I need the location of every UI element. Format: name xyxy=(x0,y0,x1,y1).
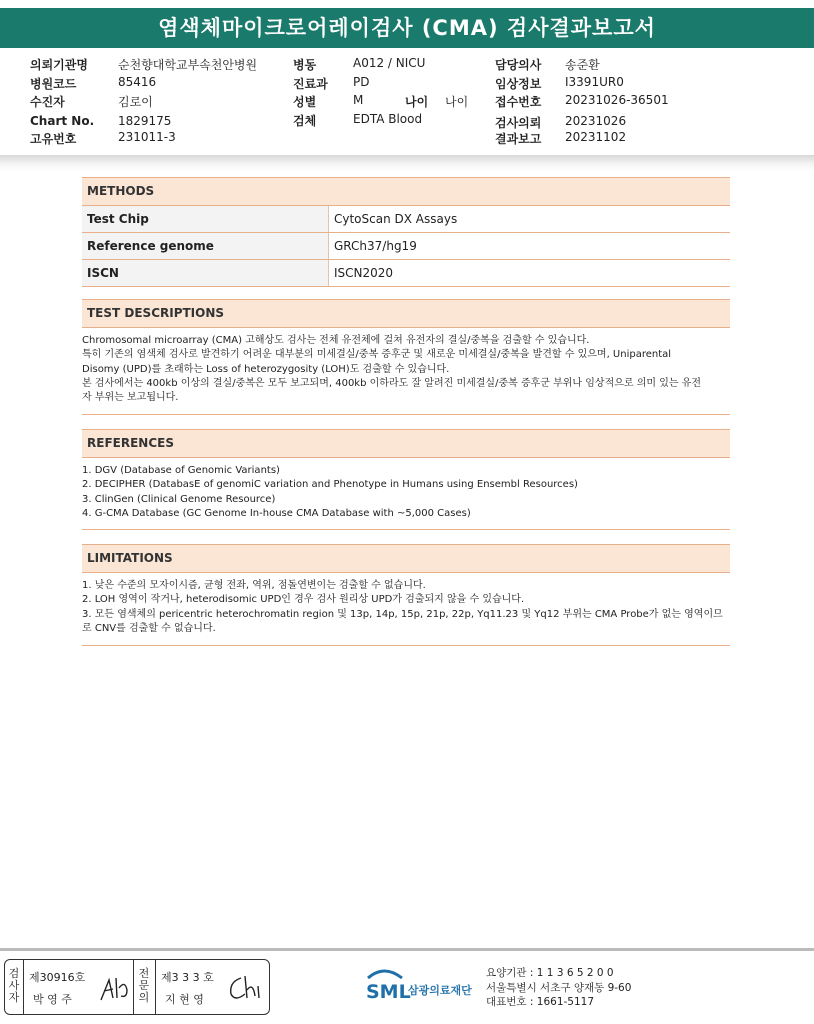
list-item: 2. LOH 영역이 작거나, heterodisomic UPD인 경우 검사 원리상 UPD가 검출되지 않을 수 있습니다. xyxy=(82,594,525,606)
divider xyxy=(155,960,156,1014)
specialist-number: 제3 3 3 호 xyxy=(161,971,214,984)
info-value: 231011-3 xyxy=(118,130,176,144)
table-value: ISCN2020 xyxy=(329,260,731,287)
info-label: 병동 xyxy=(293,58,317,72)
examiner-name: 박 영 주 xyxy=(33,993,72,1006)
methods-section xyxy=(82,177,730,287)
list-item: 3. ClinGen (Clinical Genome Resource) xyxy=(82,493,276,505)
limitations-section xyxy=(82,544,730,646)
table-row xyxy=(82,233,730,260)
info-label: 임상정보 xyxy=(495,76,542,91)
signature-box xyxy=(4,959,270,1015)
info-value: 20231026-36501 xyxy=(565,93,669,107)
info-label: 진료과 xyxy=(293,76,328,91)
examiner-label xyxy=(6,968,22,1004)
contact-line: 대표번호 : 1661-5117 xyxy=(486,996,595,1008)
text-line: 특히 기존의 염색체 검사로 발견하기 어려운 대부분의 미세결실/중복 증후군 및 새로운 미세결실/중복을 발견할 수 있으며, Uniparental xyxy=(82,349,672,361)
table-key: Test Chip xyxy=(82,206,329,233)
descriptions-body xyxy=(82,328,730,415)
examiner-signature xyxy=(97,974,131,1004)
list-item: 로 CNV를 검출할 수 없습니다. xyxy=(82,622,216,634)
table-row xyxy=(82,260,730,287)
specialist-signature xyxy=(225,972,265,1004)
specialist-label xyxy=(136,968,152,1004)
table-value: GRCh37/hg19 xyxy=(329,233,731,260)
contact-line: 서울특별시 서초구 양재동 9-60 xyxy=(486,981,632,994)
info-label: 검사의뢰 xyxy=(495,115,542,130)
list-item: 2. DECIPHER (DatabasE of genomiC variation and Phenotype in Humans using Ensembl Resources) xyxy=(82,479,578,491)
references-section xyxy=(82,429,730,530)
info-value: 20231026 xyxy=(565,113,627,128)
info-value: 순천향대학교부속천안병원 xyxy=(118,58,258,72)
info-label: Chart No. xyxy=(30,113,95,128)
info-label: 접수번호 xyxy=(495,95,542,109)
text-line: 자 부위는 보고됩니다. xyxy=(82,392,179,404)
table-key: ISCN xyxy=(82,260,329,287)
info-value: EDTA Blood xyxy=(353,111,423,126)
descriptions-section xyxy=(82,299,730,415)
contact-line: 요양기관 : 1 1 3 6 5 2 0 0 xyxy=(486,967,614,979)
specialist-name: 지 현 영 xyxy=(165,993,204,1006)
list-item: 1. DGV (Database of Genomic Variants) xyxy=(82,465,280,476)
info-value: PD xyxy=(353,74,370,89)
table-value: CytoScan DX Assays xyxy=(329,206,731,233)
specialist-label-text: 전문의 xyxy=(138,967,150,1004)
info-label: 성별 xyxy=(293,95,317,109)
limitations-heading: LIMITATIONS xyxy=(82,544,730,573)
table-row xyxy=(82,206,730,233)
references-list xyxy=(82,458,730,530)
info-label: 검체 xyxy=(293,113,317,128)
text-line: 본 검사에서는 400kb 이상의 결실/중복은 모두 보고되며, 400kb 이하라도 잘 알려진 미세결실/중복 증후군 부위나 임상적으로 의미 있는 유전 xyxy=(82,377,702,389)
info-value: M xyxy=(353,93,364,107)
info-value: 1829175 xyxy=(118,113,172,128)
info-label: 담당의사 xyxy=(495,58,542,72)
contact-info xyxy=(486,966,631,1010)
divider xyxy=(133,960,134,1014)
info-value: A012 / NICU xyxy=(353,56,426,70)
table-key: Reference genome xyxy=(82,233,329,260)
examiner-label-text: 검사자 xyxy=(8,967,20,1004)
methods-heading: METHODS xyxy=(82,177,730,206)
methods-table xyxy=(82,206,730,287)
org-name: 삼광의료재단 xyxy=(408,984,472,997)
age-label: 나이 xyxy=(405,95,429,109)
header-divider xyxy=(0,155,814,171)
info-value: 20231102 xyxy=(565,130,627,144)
sml-logo xyxy=(364,966,482,1010)
text-line: Disomy (UPD)를 초래하는 Loss of heterozygosity (LOH)도 검출할 수 있습니다. xyxy=(82,363,450,375)
info-value: 85416 xyxy=(118,74,157,89)
logo-text: SML xyxy=(366,981,411,1003)
descriptions-heading: TEST DESCRIPTIONS xyxy=(82,299,730,328)
info-value: 송준환 xyxy=(565,58,600,72)
info-label: 결과보고 xyxy=(495,132,542,146)
info-label: 병원코드 xyxy=(30,76,77,91)
list-item: 1. 낮은 수준의 모자이시즘, 균형 전좌, 역위, 점돌연변이는 검출할 수 없습니다. xyxy=(82,580,426,591)
divider xyxy=(23,960,24,1014)
report-title: 염색체마이크로어레이검사 (CMA) 검사결과보고서 xyxy=(0,8,814,48)
text-line: Chromosomal microarray (CMA) 고해상도 검사는 전체 유전체에 걸쳐 유전자의 결실/중복을 검출할 수 있습니다. xyxy=(82,335,590,346)
info-left-column xyxy=(30,56,290,149)
references-heading: REFERENCES xyxy=(82,429,730,458)
footer-divider xyxy=(0,948,814,951)
info-value: I3391UR0 xyxy=(565,74,624,89)
info-mid-column xyxy=(293,56,483,130)
list-item: 4. G-CMA Database (GC Genome In-house CMA Database with ~5,000 Cases) xyxy=(82,507,471,519)
list-item: 3. 모든 염색체의 pericentric heterochromatin region 및 13p, 14p, 15p, 21p, 22p, Yq11.23 및 Yq12 부위는 CMA Probe가 없는 영역이므 xyxy=(82,608,723,620)
limitations-list xyxy=(82,573,730,646)
logo-icon xyxy=(364,966,482,1006)
info-label: 의뢰기관명 xyxy=(30,58,88,72)
info-value: 김로이 xyxy=(118,95,153,109)
info-right-column xyxy=(495,56,695,149)
info-label: 고유번호 xyxy=(30,132,77,146)
examiner-number: 제30916호 xyxy=(29,971,86,984)
age-value: 나이 xyxy=(445,95,469,109)
info-label: 수진자 xyxy=(30,95,65,109)
